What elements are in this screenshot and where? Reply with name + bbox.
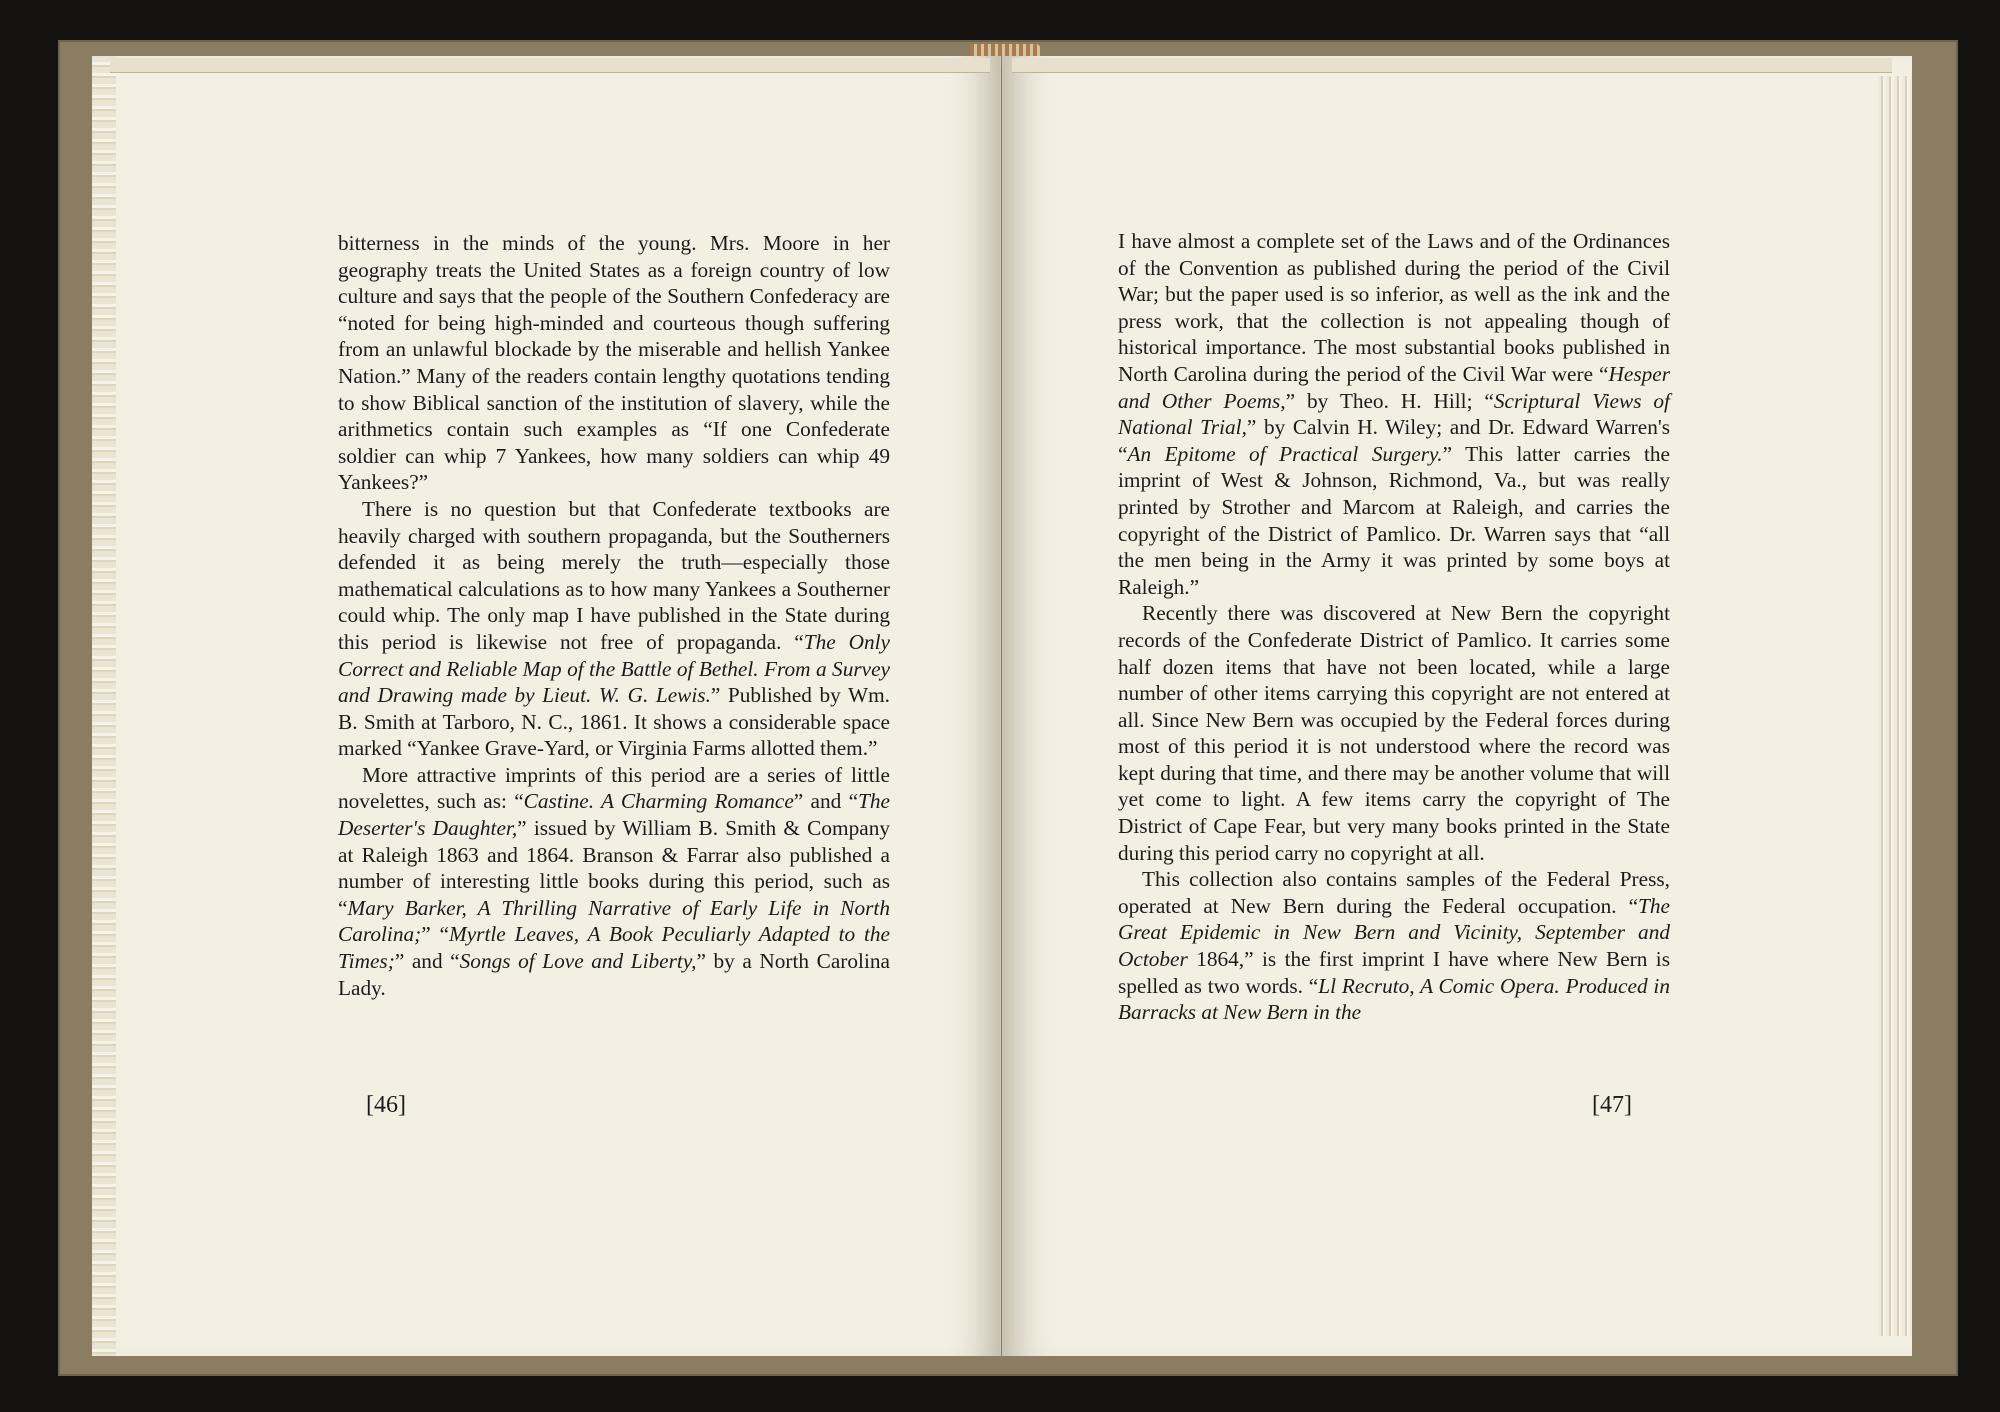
right-page-body-text	[1118, 228, 1670, 1026]
italic-title: An Epitome of Practical Surgery.	[1127, 441, 1443, 466]
italic-title: The Great Epidemic in New Bern and Vicinity, September and October	[1118, 893, 1670, 972]
italic-title: Songs of Love and Liberty,	[459, 949, 697, 974]
text-run: ” and “	[394, 949, 460, 974]
text-run: I have almost a complete set of the Laws and of the Ordinances of the Convention as published during the period of the Civil War; but the paper used is so inferior, as well as the ink and the press work, that the collection is not appealing though of historical importance. The most substantial books published in North Carolina during the period of the Civil War were “	[1118, 229, 1670, 386]
text-run: This collection also contains samples of the Federal Press, operated at New Bern during the Federal occupation. “	[1118, 867, 1670, 918]
paragraph	[1118, 866, 1670, 1026]
italic-title: Scriptural Views of National Trial,	[1118, 388, 1670, 440]
paragraph	[338, 230, 890, 496]
italic-title: Myrtle Leaves, A Book Peculiarly Adapted to the Times;	[338, 922, 890, 974]
italic-title: Ll Recruto, A Comic Opera. Produced in Barracks at New Bern in the	[1118, 973, 1671, 1025]
text-run: Recently there was discovered at New Bern the copyright records of the Confederate District of Pamlico. It carries some half dozen items that have not been located, while a large number of other items carrying this copyright are not entered at all. Since New Bern was occupied by the Federal forces during most of this period it is not understood where the record was kept during that time, and there may be another volume that will yet come to light. A few items carry the copyright of The District of Cape Fear, but very many books printed in the State during this period carry no copyright at all.	[1118, 601, 1670, 865]
left-page-top-edge	[110, 58, 990, 73]
paragraph	[1118, 228, 1670, 600]
text-run: bitterness in the minds of the young. Mrs. Moore in her geography treats the United States as a foreign country of low culture and says that the people of the Southern Confederacy are “noted for being high-minded and courteous though suffering from an unlawful blockade by the miserable and hellish Yankee Nation.” Many of the readers contain lengthy quotations tending to show Biblical sanction of the institution of slavery, while the arithmetics contain such examples as “If one Confederate soldier can whip 7 Yankees, how many soldiers can whip 49 Yankees?”	[338, 231, 890, 495]
paragraph	[1118, 600, 1670, 866]
left-page-number: [46]	[366, 1092, 406, 1118]
text-run: ” issued by William B. Smith & Company at Raleigh 1863 and 1864. Branson & Farrar also published a number of interesting little books during this period, such as “	[338, 816, 890, 920]
text-run: ” and “	[793, 789, 859, 814]
right-page-top-edge	[1012, 58, 1892, 73]
left-page-body-text	[338, 230, 890, 1001]
text-run: More attractive imprints of this period are a series of little novelettes, such as: “	[338, 762, 890, 814]
text-run: ” by a North Carolina Lady.	[338, 949, 890, 1000]
text-run: ” by Calvin H. Wiley; and Dr. Edward Warren's “	[1118, 415, 1671, 466]
right-page-number: [47]	[1592, 1092, 1632, 1118]
italic-title: The Only Correct and Reliable Map of the Battle of Bethel. From a Survey and Drawing made by Lieut. W. G. Lewis.	[338, 629, 890, 708]
italic-title: Hesper and Other Poems,	[1118, 361, 1670, 413]
italic-title: The Deserter's Daughter,	[338, 789, 890, 841]
text-run: ” by Theo. H. Hill; “	[1285, 388, 1494, 413]
text-run: ” “	[421, 922, 449, 947]
italic-title: Castine. A Charming Romance	[523, 789, 794, 814]
text-run: ” This latter carries the imprint of West & Johnson, Richmond, Va., but was really printed by Strother and Marcom at Raleigh, and carries the copyright of the District of Pamlico. Dr. Warren says that “all the men being in the Army it was printed by some boys at Raleigh.”	[1118, 441, 1670, 599]
paragraph	[338, 496, 890, 762]
italic-title: Mary Barker, A Thrilling Narrative of Early Life in North Carolina;	[338, 895, 890, 947]
text-run: ” Published by Wm. B. Smith at Tarboro, N. C., 1861. It shows a considerable space marked “Yankee Grave-Yard, or Virginia Farms allotted them.”	[338, 683, 890, 761]
text-run: 1864,” is the first imprint I have where New Bern is spelled as two words. “	[1118, 947, 1670, 998]
text-run: There is no question but that Confederate textbooks are heavily charged with southern propaganda, but the Southerners defended it as being merely the truth—especially those mathematical calculations as to how many Yankees a Southerner could whip. The only map I have published in the State during this period is likewise not free of propaganda. “	[338, 496, 890, 654]
paragraph	[338, 762, 890, 1001]
